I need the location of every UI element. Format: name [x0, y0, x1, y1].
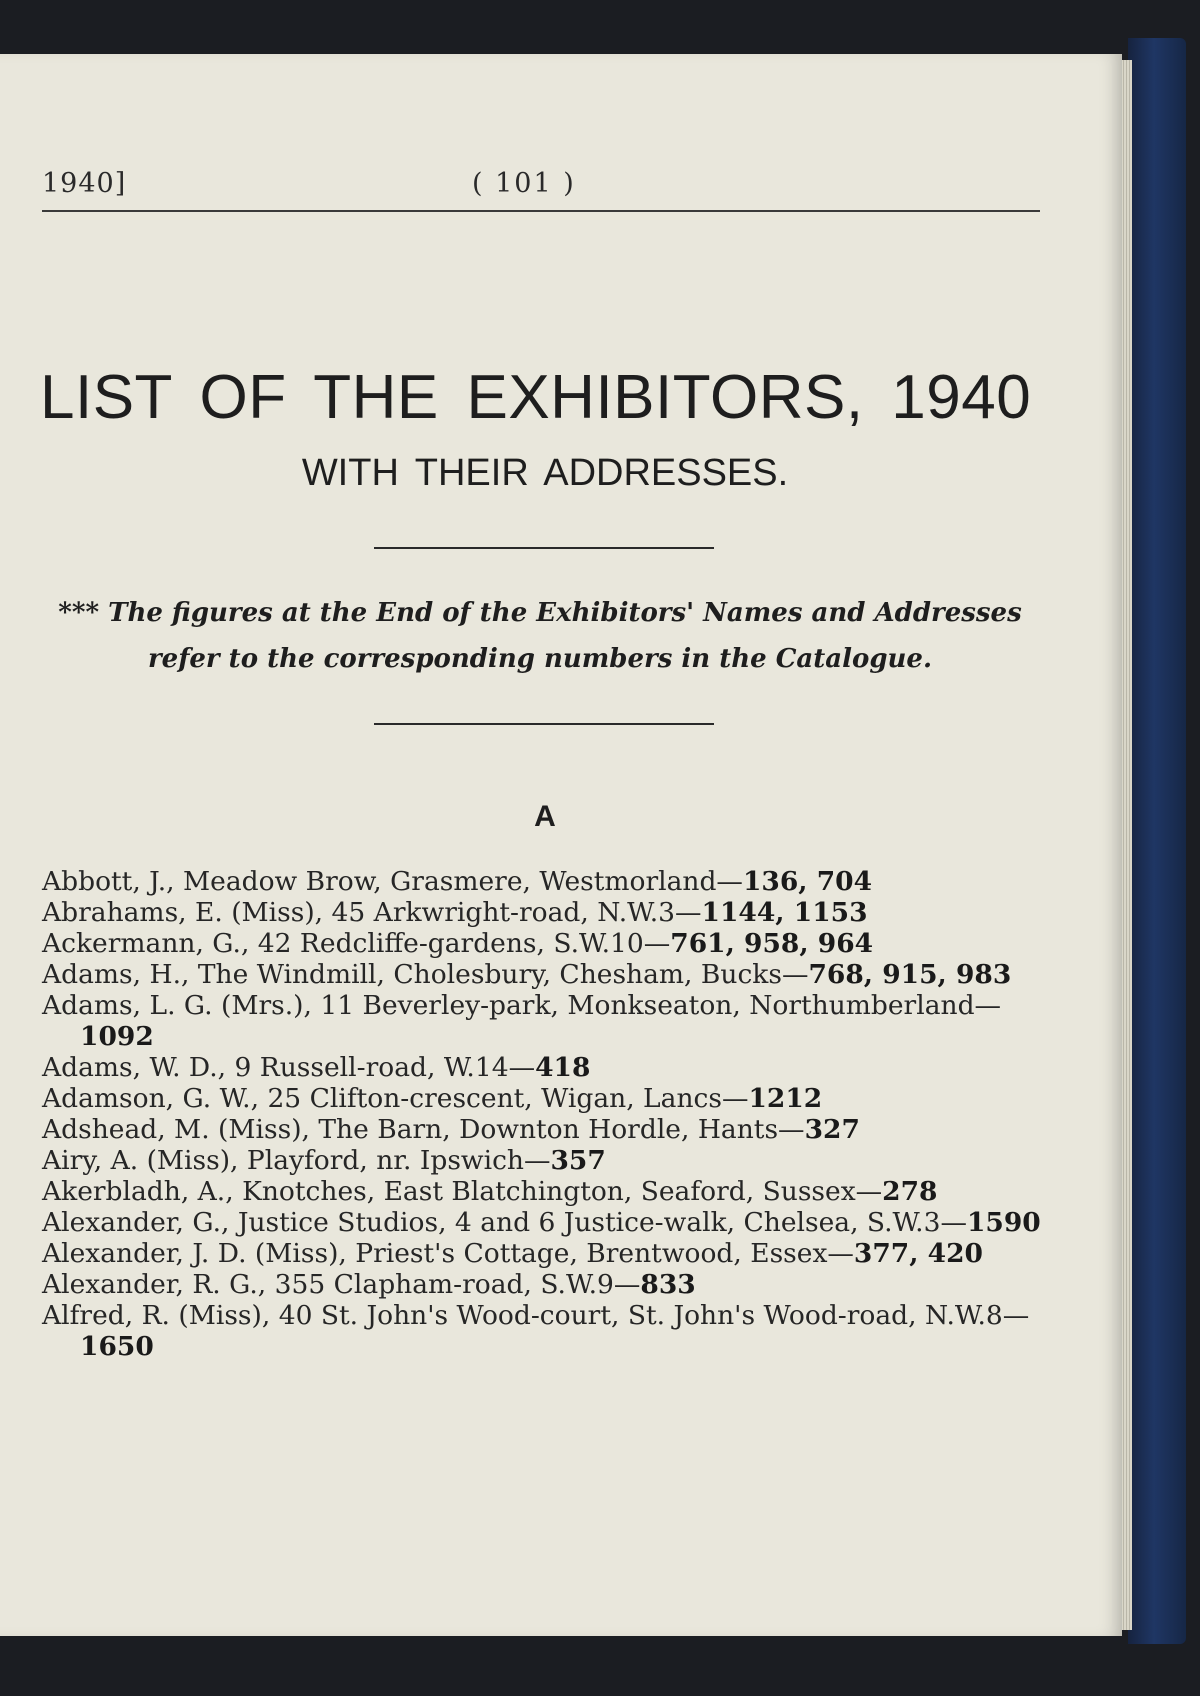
catalogue-numbers: 1144, 1153	[701, 897, 868, 928]
exhibitor-entry	[42, 1083, 1042, 1114]
exhibitor-name-address: Abbott, J., Meadow Brow, Grasmere, Westmorland—	[42, 866, 743, 897]
header-page-number: ( 101 )	[472, 168, 576, 199]
catalogue-numbers: 357	[550, 1145, 606, 1176]
section-letter: A	[534, 800, 556, 833]
exhibitor-name-address: Adams, H., The Windmill, Cholesbury, Chesham, Bucks—	[42, 959, 809, 990]
page-subtitle: WITH THEIR ADDRESSES.	[301, 452, 789, 494]
exhibitor-name-address: Ackermann, G., 42 Redcliffe-gardens, S.W.10—	[42, 928, 671, 959]
catalogue-numbers: 1650	[80, 1331, 154, 1362]
exhibitor-name-address: Alexander, G., Justice Studios, 4 and 6 Justice-walk, Chelsea, S.W.3—	[42, 1207, 967, 1238]
exhibitor-name-address: Alfred, R. (Miss), 40 St. John's Wood-court, St. John's Wood-road, N.W.8—	[42, 1300, 1030, 1331]
exhibitor-name-address: Adshead, M. (Miss), The Barn, Downton Hordle, Hants—	[42, 1114, 805, 1145]
exhibitor-entry	[42, 1052, 1042, 1083]
header-rule	[42, 210, 1040, 212]
catalogue-numbers: 278	[882, 1176, 938, 1207]
exhibitor-entry	[42, 959, 1042, 990]
catalogue-numbers: 1212	[748, 1083, 823, 1114]
exhibitor-name-address: Abrahams, E. (Miss), 45 Arkwright-road, N.W.3—	[42, 897, 702, 928]
catalogue-numbers: 761, 958, 964	[670, 928, 874, 959]
catalogue-numbers: 1590	[966, 1207, 1041, 1238]
running-head	[42, 168, 1040, 208]
catalogue-numbers: 327	[804, 1114, 860, 1145]
header-year: 1940]	[42, 168, 127, 199]
exhibitor-entry	[42, 1238, 1042, 1269]
exhibitor-entry	[42, 1300, 1042, 1362]
exhibitor-entry	[42, 1114, 1042, 1145]
exhibitor-name-address: Adamson, G. W., 25 Clifton-crescent, Wigan, Lancs—	[42, 1083, 749, 1114]
exhibitor-entry	[42, 928, 1042, 959]
exhibitor-entry	[42, 1207, 1042, 1238]
catalogue-numbers: 1092	[80, 1021, 154, 1052]
exhibitor-entry	[42, 1269, 1042, 1300]
book-cover-edge	[1128, 38, 1186, 1644]
page-title: LIST OF THE EXHIBITORS, 1940	[40, 363, 1032, 432]
catalogue-numbers: 768, 915, 983	[808, 959, 1012, 990]
note-line-1: *** The figures at the End of the Exhibitors' Names and Addresses	[58, 598, 1022, 628]
catalogue-numbers: 377, 420	[853, 1238, 983, 1269]
exhibitor-name-address: Alexander, J. D. (Miss), Priest's Cottage, Brentwood, Essex—	[42, 1238, 854, 1269]
note-line-2: refer to the corresponding numbers in the Catalogue.	[147, 644, 933, 674]
exhibitor-entry	[42, 1145, 1042, 1176]
catalogue-note	[40, 590, 1040, 682]
exhibitor-entry	[42, 990, 1042, 1052]
exhibitor-name-address: Adams, W. D., 9 Russell-road, W.14—	[42, 1052, 536, 1083]
exhibitor-list	[42, 866, 1042, 1362]
exhibitor-name-address: Adams, L. G. (Mrs.), 11 Beverley-park, Monkseaton, Northumberland—	[42, 990, 1002, 1021]
exhibitor-name-address: Airy, A. (Miss), Playford, nr. Ipswich—	[42, 1145, 551, 1176]
exhibitor-entry	[42, 866, 1042, 897]
catalogue-numbers: 833	[640, 1269, 696, 1300]
catalogue-numbers: 418	[535, 1052, 591, 1083]
book-page	[0, 54, 1122, 1636]
exhibitor-name-address: Alexander, R. G., 355 Clapham-road, S.W.9—	[42, 1269, 641, 1300]
divider-bottom	[374, 723, 714, 725]
exhibitor-entry	[42, 897, 1042, 928]
catalogue-numbers: 136, 704	[742, 866, 873, 897]
exhibitor-entry	[42, 1176, 1042, 1207]
exhibitor-name-address: Akerbladh, A., Knotches, East Blatchington, Seaford, Sussex—	[42, 1176, 883, 1207]
divider-top	[374, 547, 714, 549]
